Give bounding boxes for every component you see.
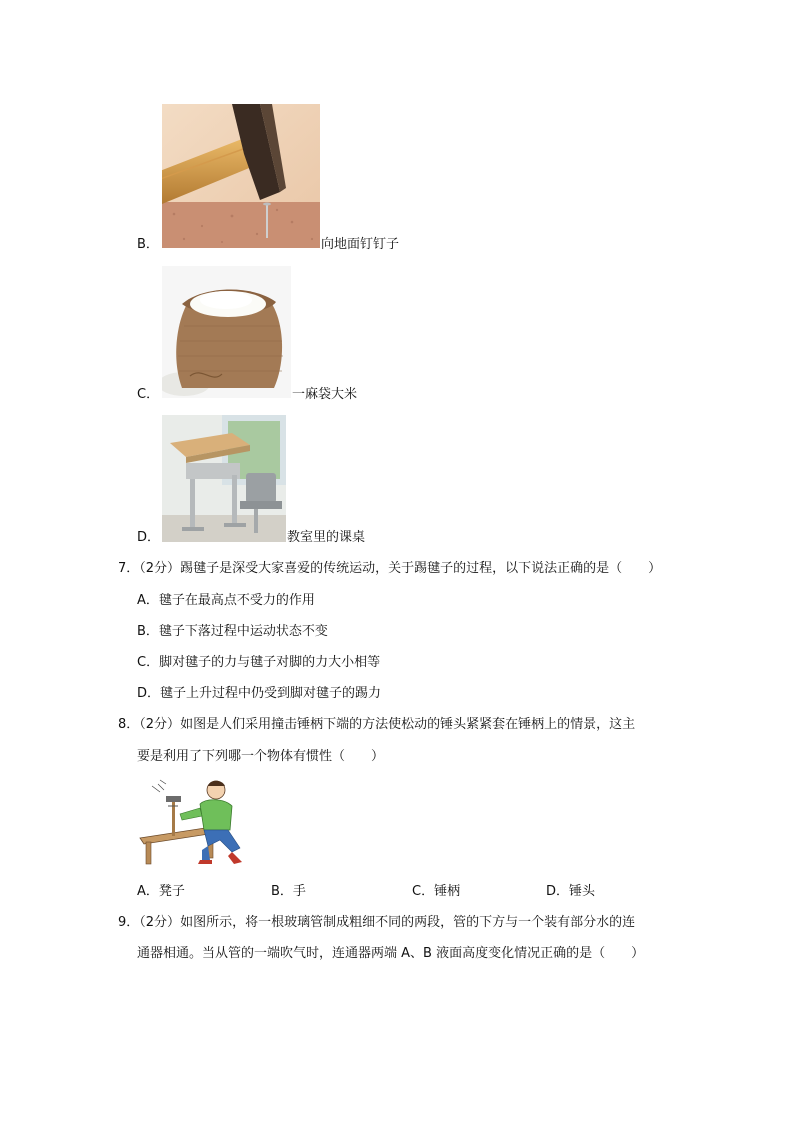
option-a: A．凳子 xyxy=(137,884,185,899)
option-letter: B． xyxy=(137,237,159,252)
option-c: C．脚对毽子的力与毽子对脚的力大小相等 xyxy=(137,655,381,670)
question-text: 如图是人们采用撞击锤柄下端的方法使松动的锤头紧紧套在锤柄上的情景，这主 xyxy=(180,717,636,732)
man-hammering-bench-illustration xyxy=(138,778,252,868)
question-number: 7． xyxy=(118,561,140,576)
option-d: D．毽子上升过程中仍受到脚对毽子的踢力 xyxy=(137,686,382,701)
question-number: 8． xyxy=(118,717,140,732)
option-caption: 向地面钉钉子 xyxy=(321,237,400,252)
rice-sack-photo xyxy=(162,266,291,398)
question-score: （2分） xyxy=(139,717,181,732)
option-letter: D． xyxy=(137,530,161,545)
question-8-stem-continued: 要是利用了下列哪一个物体有惯性（ ） xyxy=(137,749,385,764)
option-caption: 一麻袋大米 xyxy=(292,387,358,402)
question-score: （2分） xyxy=(139,915,181,930)
option-caption: 教室里的课桌 xyxy=(287,530,366,545)
question-7-stem xyxy=(118,560,661,578)
question-text: 踢毽子是深受大家喜爱的传统运动，关于踢毽子的过程，以下说法正确的是（ ） xyxy=(180,561,662,576)
hammer-nail-photo xyxy=(162,104,320,248)
question-9-stem xyxy=(118,914,635,932)
option-letter: C． xyxy=(137,387,160,402)
question-score: （2分） xyxy=(139,561,181,576)
question-9-stem-continued: 通器相通。当从管的一端吹气时，连通器两端 A、B 液面高度变化情况正确的是（ ） xyxy=(137,946,645,961)
option-b: B．手 xyxy=(271,884,306,899)
question-number: 9． xyxy=(118,915,140,930)
question-8-stem xyxy=(118,716,635,734)
option-b: B．毽子下落过程中运动状态不变 xyxy=(137,624,328,639)
classroom-desk-photo xyxy=(162,415,286,542)
question-text: 如图所示，将一根玻璃管制成粗细不同的两段，管的下方与一个装有部分水的连 xyxy=(180,915,636,930)
option-a: A．毽子在最高点不受力的作用 xyxy=(137,593,315,608)
option-d: D．锤头 xyxy=(546,884,596,899)
option-c: C．锤柄 xyxy=(412,884,461,899)
